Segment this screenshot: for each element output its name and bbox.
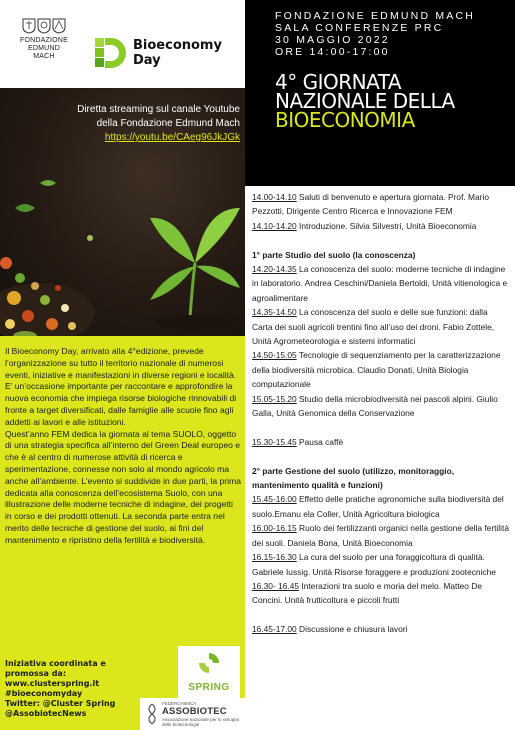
bio-logo-line2: Day <box>133 53 161 68</box>
program-entry <box>252 579 510 608</box>
event-title <box>275 70 455 132</box>
venue-date: 30 MAGGIO 2022 <box>275 34 390 46</box>
entry-text: Introduzione. Silvia Silvestri, Unità Bioeconomia <box>296 220 477 231</box>
program-entry <box>252 305 510 348</box>
entry-time: 16.15-16.30 <box>252 552 297 563</box>
description-panel <box>0 336 245 730</box>
program-entry <box>252 550 510 579</box>
stream-line2: della Fondazione Edmund Mach <box>96 118 240 129</box>
title-line2: NAZIONALE DELLA <box>275 89 455 113</box>
entry-text: Discussione e chiusura lavori <box>296 624 408 635</box>
entry-time: 14.50-15.05 <box>252 350 297 361</box>
bioeconomy-day-logo <box>93 36 222 70</box>
entry-time: 15.05-15.20 <box>252 393 297 404</box>
streaming-info <box>40 103 240 145</box>
entry-time: 15.30-15.45 <box>252 436 297 447</box>
cluster-website-link[interactable]: www.clusterspring.it <box>5 679 100 688</box>
title-line3: BIOECONOMIA <box>275 108 415 132</box>
program-entry <box>252 219 510 233</box>
entry-text: La cura del suolo per una foraggicoltura di qualità. Gabriele Iussig. Unità Risorse foraggere e produzioni zootecniche <box>252 552 496 577</box>
part1-title: 1° parte Studio del suolo (la conoscenza) <box>252 249 416 260</box>
twitter-handle: @AssobiotecNews <box>5 709 87 718</box>
closing-entry <box>252 622 510 636</box>
program-entry <box>252 521 510 550</box>
venue-time: ORE 14:00-17:00 <box>275 46 390 58</box>
coffee-break-entry <box>252 435 510 449</box>
entry-text: Pausa caffè <box>296 436 344 447</box>
entry-text: Effetto delle pratiche agronomiche sulla biodiversità del suolo.Emanu ela Coller, Unità Agricoltura biologica <box>252 494 504 519</box>
entry-time: 14.20-14.35 <box>252 264 297 275</box>
organizer-line: Iniziativa coordinata e <box>5 659 106 668</box>
entry-text: Ruolo dei fertilizzanti organici nella gestione della fertilità dei suoli. Daniela Bona, Unità Bioeconomia <box>252 523 510 548</box>
entry-time: 15.45-16.00 <box>252 494 297 505</box>
program-entry <box>252 348 510 391</box>
bioeconomy-leaf-icon <box>93 36 127 70</box>
program-entry <box>252 492 510 521</box>
soil-photo <box>0 88 245 336</box>
event-header <box>245 0 515 186</box>
fem-name-line1: FONDAZIONE <box>20 37 68 44</box>
program-entry <box>252 392 510 421</box>
entry-text: Interazioni tra suolo e moria del melo. Matteo De Concini. Unità frutticoltura e piccoli frutti <box>252 580 482 606</box>
program-entry <box>252 190 510 219</box>
fem-logo <box>18 18 70 61</box>
entry-time: 16.00-16.15 <box>252 523 297 534</box>
entry-text: Studio della microbiodiversità nei pascoli alpini. Giulio Galla, Unità Genomica della Conservazione <box>252 393 498 419</box>
fem-name-line2: EDMUND MACH <box>28 45 60 60</box>
federchimica-label: FEDERCHIMICA <box>162 701 197 706</box>
entry-time: 16.45-17.00 <box>252 624 297 635</box>
organizer-line: promossa da: <box>5 669 67 678</box>
assobiotec-logo <box>140 698 245 730</box>
entry-time: 14.35-14.50 <box>252 307 297 318</box>
assobiotec-wordmark: ASSOBIOTEC <box>162 706 227 717</box>
spring-logo <box>178 646 240 698</box>
entry-text: La conoscenza del suolo: moderne tecniche di indagine in laboratorio. Andrea Ceschini/Daniela Bertoldi, Unità vitienologica e agroalimentare <box>252 264 508 303</box>
entry-text: Saluti di benvenuto e apertura giornata. Prof. Mario Pezzotti, Dirigente Centro Ricerca e Innovazione FEM <box>252 192 489 217</box>
event-program <box>252 190 510 637</box>
stream-line1: Diretta streaming sul canale Youtube <box>77 104 240 115</box>
entry-time: 16.30- 16.45 <box>252 580 300 591</box>
entry-time: 14.10-14.20 <box>252 220 297 231</box>
logo-strip <box>0 0 245 88</box>
description-paragraph: Il Bioeconomy Day, arrivato alla 4°edizione, prevede l’organizzazione su tutto il territorio nazionale di numerosi eventi, iniziative e manifestazioni in diverse regioni e località. E’ un’occasione importante per raccontare e approfondire la nuova economia che impiega risorse biologiche rinnovabili di fronte a target diversificati, dalle famiglie alle scuole fino agli addetti ai lavori e alle istituzioni. <box>5 346 237 427</box>
fem-crest-icon <box>18 18 70 34</box>
youtube-link[interactable]: https://youtu.be/CAeg96JkJGk <box>104 132 240 143</box>
program-entry <box>252 262 510 305</box>
entry-text: La conoscenza del suolo e delle sue funzioni: dalla Carta dei suoli agricoli trentini fino all’uso dei droni. Fabio Zottele, Unità Agrometeorologia e sistemi informatici <box>252 307 495 347</box>
event-venue <box>275 10 475 58</box>
entry-time: 14.00-14.10 <box>252 192 297 202</box>
description-paragraph: Quest’anno FEM dedica la giornata al tema SUOLO, oggetto di una strategia specifica all’interno del Green Deal europeo e che è al centro di numerose attività di ricerca e sperimentazione, connesse non solo al mondo agricolo ma anche all’ambiente. L’evento si suddivide in due parti, la prima dedicata alla conoscenza dell’ecosistema Suolo, con una illustrazione delle moderne tecniche di indagine, dei progetti in corso e dei prodotti ottenuti. La seconda parte entra nel merito delle tecniche di gestione del suolo, ai fini del mantenimento e ripristino della fertilità e biodiversità. <box>5 428 241 545</box>
entry-text: Tecnologie di sequenziamento per la caratterizzazione della biodiversità microbica. Claudio Donati, Unità Biologia computazionale <box>252 350 501 390</box>
venue-line: FONDAZIONE EDMUND MACH <box>275 10 476 22</box>
bio-logo-line1: Bioeconomy <box>133 38 222 53</box>
spring-swirl-icon <box>196 650 222 676</box>
event-description <box>5 346 241 547</box>
spring-wordmark: SPRING <box>188 682 230 693</box>
hashtag: #bioeconomyday <box>5 689 83 698</box>
title-line1: 4° GIORNATA <box>275 70 402 94</box>
assobiotec-emblem-icon <box>144 703 160 725</box>
twitter-handle: Twitter: @Cluster Spring <box>5 699 116 708</box>
venue-line: SALA CONFERENZE PRC <box>275 22 444 34</box>
part2-title: 2° parte Gestione del suolo (utilizzo, monitoraggio, mantenimento qualità e funzioni) <box>252 465 455 491</box>
assobiotec-tagline: Associazione nazionale per lo sviluppo delle biotecnologie <box>162 717 240 727</box>
